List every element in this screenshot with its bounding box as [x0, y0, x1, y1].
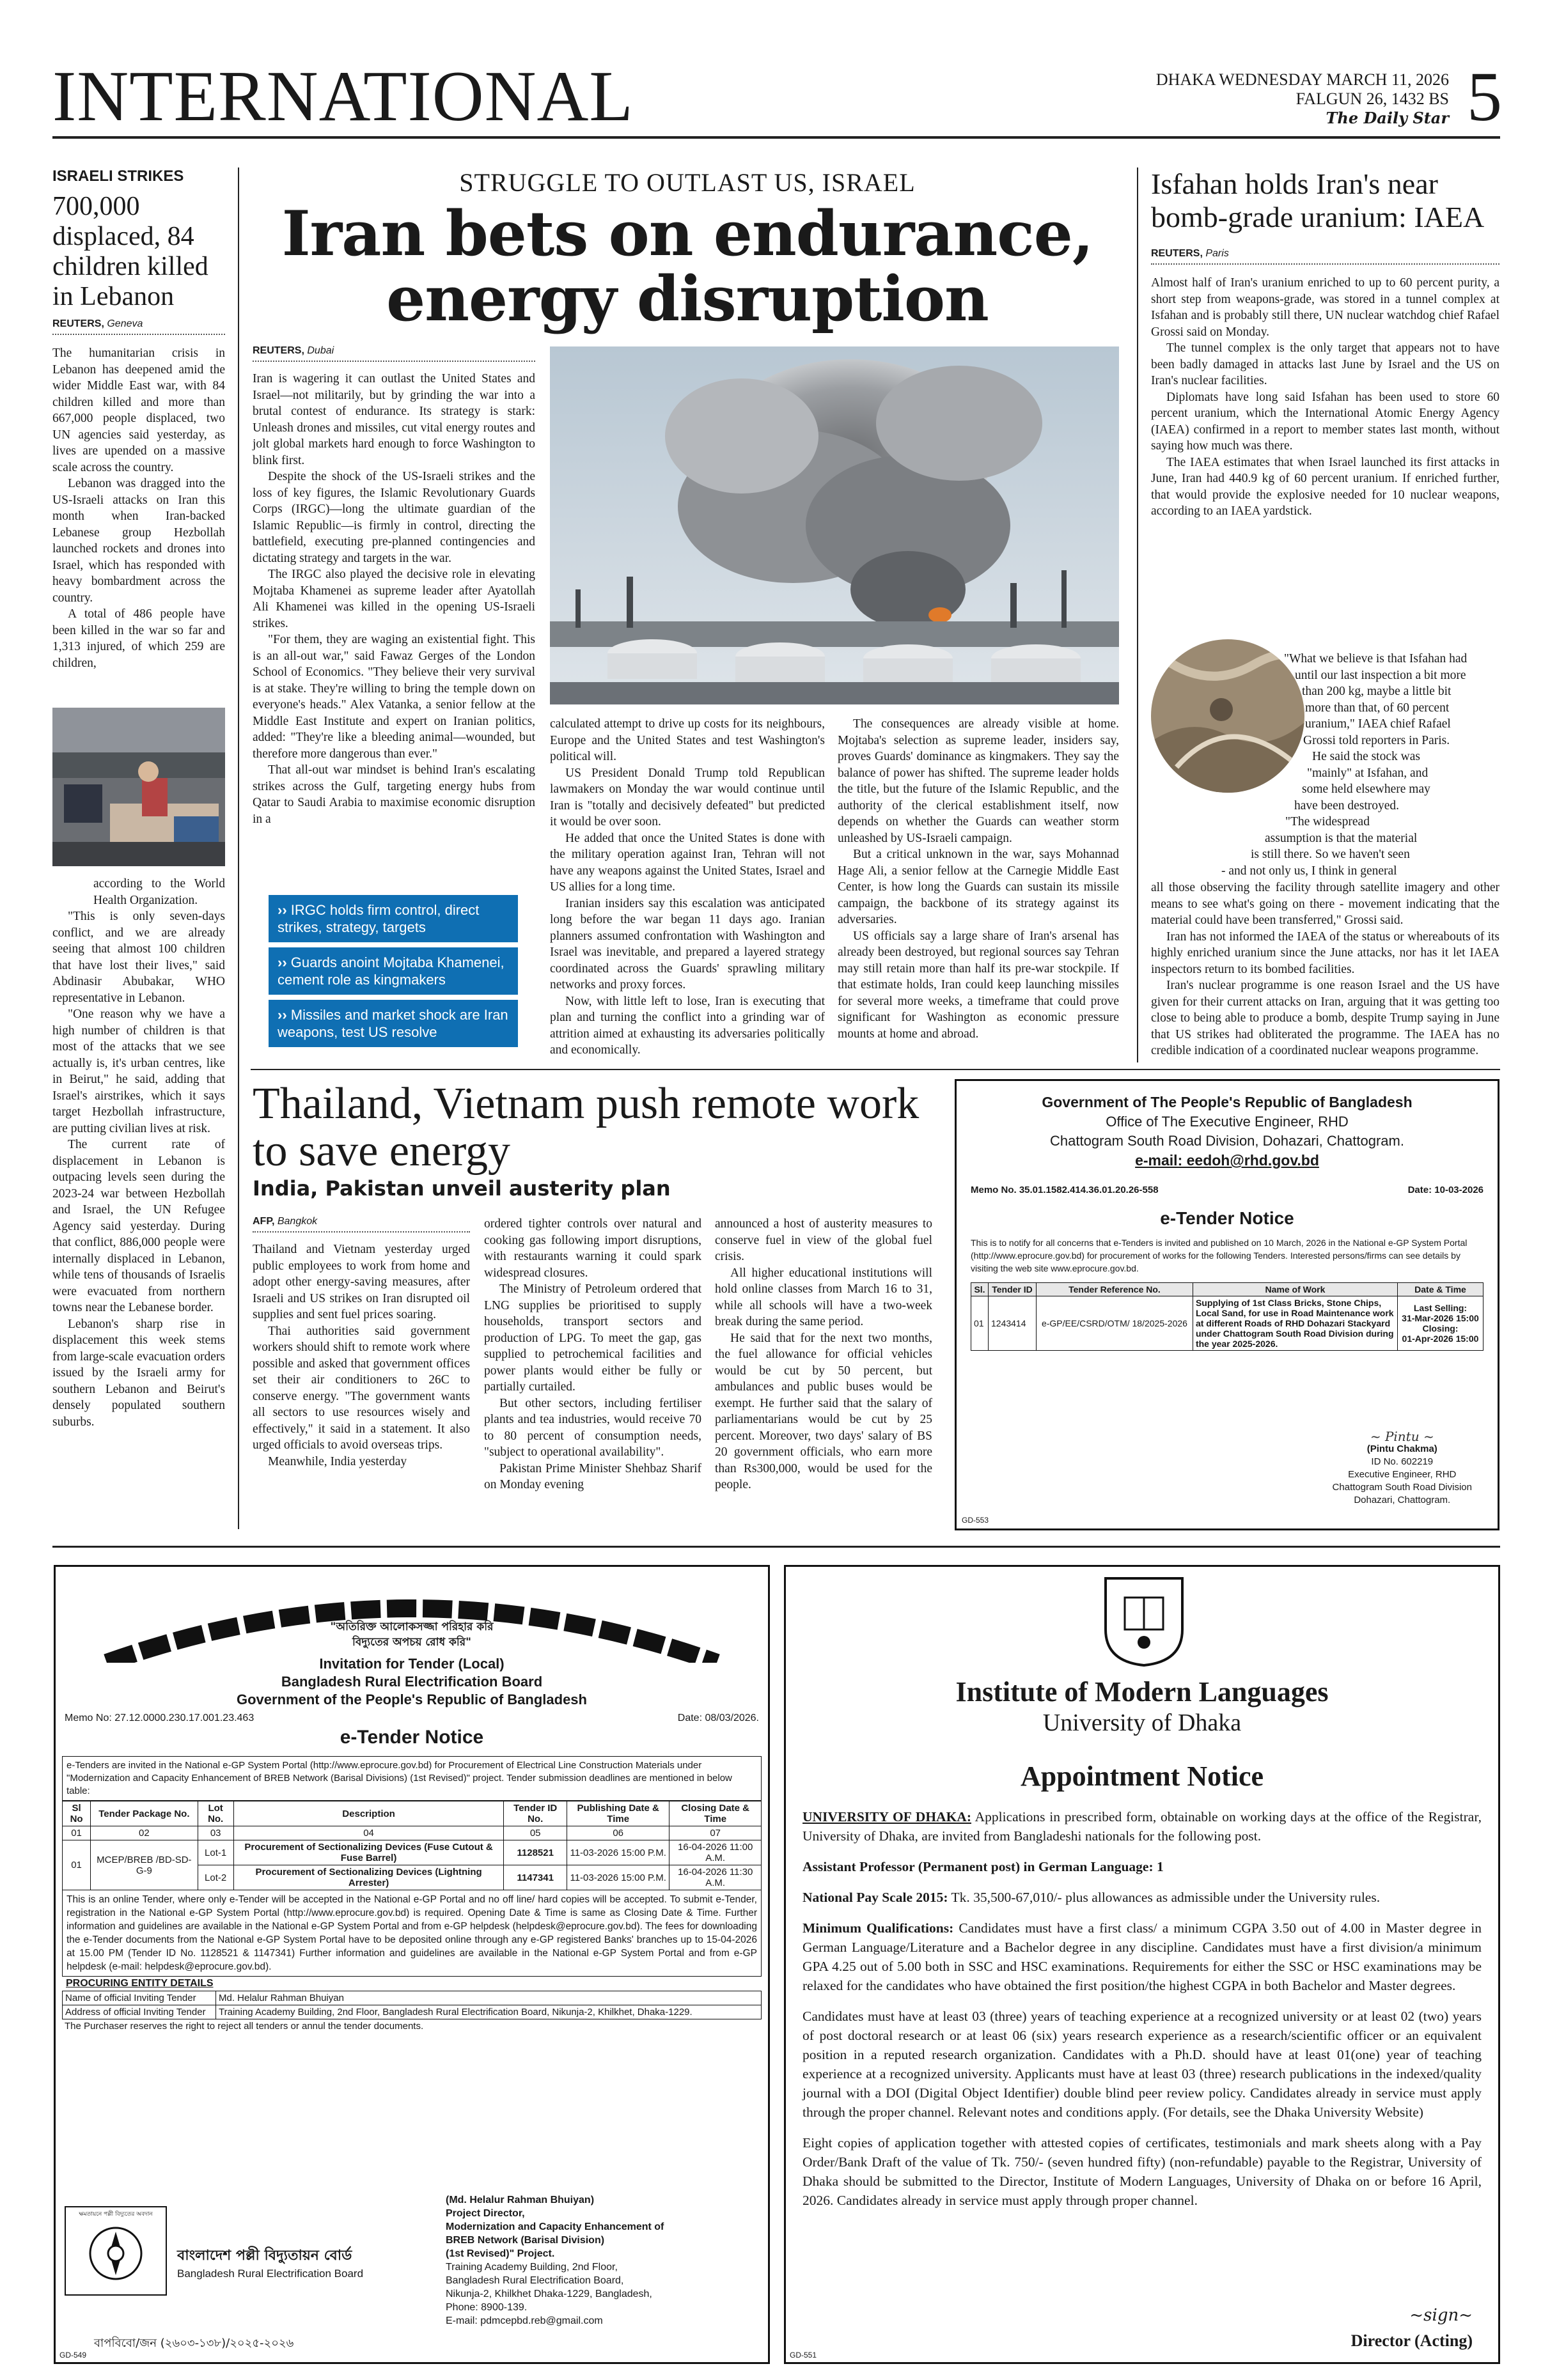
right-body-bottom: all those observing the facility through satellite imagery and other means to see what's going on there - movement indicating that the material could have been transferred," Grossi said. Iran has not informed the IAEA of the status or whereabouts of its highly enriched uranium since the June attacks, nor has it let IAEA inspectors return to its bombed facilities. Iran's nuclear programme is one reason Israel and the US have given for their current attacks on Iran, arguing that it was getting too close to being able to produce a bomb, despite Trump saying in June that US strikes had obliterated the programme. The IAEA has no credible indication of a coordinated nuclear weapons programme.: [1151, 881, 1499, 1057]
byline-rule: [1151, 263, 1499, 265]
lebanon-photo: [52, 708, 225, 866]
highlight-item: ›› Guards anoint Mojtaba Khamenei, cement role as kingmakers: [269, 947, 518, 995]
iml-institute: Institute of Modern Languages: [955, 1676, 1329, 1707]
headline: Isfahan holds Iran's near bomb-grade uranium: IAEA: [1151, 167, 1485, 233]
iml-body: UNIVERSITY OF DHAKA: Applications in prescribed form, obtainable on working days at the office of the Registrar, University of Dhaka, are invited from Bangladeshi nationals for the following post. Assistant Professor (Permanent post) in German Language: 1 National Pay Scale 2015: Tk. 35,500-67,010/- plus allowances as admissible under the University rules. Minimum Qualifications: Candidates must have a first class/ a minimum CGPA 3.50 out of 4.00 in Master degree in German Language/Literature and a Bachelor degree in any discipline. Candidates must have a first division/a minimum GPA 4.25 out of 5.00 both in SSC and HSC examinations. Requirements for either the SSC or HSC examinations may be relaxed for the candidates who have obtained the first position/the highest CGPA in both Bachelor and Master degrees. Candidates must have at least 03 (three) years of teaching experience at a recognized university or at least 02 (two) years of post doctoral research or at least 06 (six) years research experience as a research/scientific officer or an equivalent position in a reputed research organization. Candidates with a Ph.D. should have at least 01(one) year of teaching experience at a recognized university. Applicants must have at least 03 (three) research publications in the indexed/quality journal with a DOI (Digital Object Identifier) double blind peer review policy. Candidates already in service must apply through the proper channel. Relevant notes and conditions apply. (For details, see the Dhaka University Website) Eight copies of application together with attested copies of certificates, testimonials and mark sheets along with a Pay Order/Bank Draft of the value of Tk. 750/- (seven hundred fifty) (non-refundable) payable to the Registrar, University of Dhaka should be submitted to the Director, Institute of Modern Languages, University of Dhaka on or before 16 April, 2026. Candidates already in service must apply through proper channel.: [802, 1809, 1482, 2208]
procuring-table: Name of official Inviting Tender Md. Helalur Rahman Bhuiyan Address of official Inviting Tender Training Academy Building, 2nd Floor, Bangladesh Rural Electrification Board, Nikunja-2, Khilkhet, Dhaka-1229.: [62, 1991, 762, 2019]
breb-title: e-Tender Notice: [340, 1727, 484, 1748]
du-logo: [1099, 1572, 1189, 1668]
iml-title: Appointment Notice: [1020, 1761, 1264, 1792]
left-body-bottom: according to the World Health Organization. "This is only seven-days conflict, and we are already seeing that almost 100 children that have lost their lives," said Abdinasir Abubakar, WHO representative in Lebanon. "One reason why we have a high number of children is that most of the attacks that we see actually is, it's urban centres, like in Beirut," he said, adding that Israel's airstrikes, which it says target Hezbollah infrastructure, are putting civilian lives at risk. The current rate of displacement in Lebanon is outpacing levels seen during the 2023-24 war between Hezbollah and Israel, the UN Refugee Agency said yesterday. During that conflict, 886,000 people were internally displaced in Lebanon, while tens of thousands of Israelis were evacuated from northern towns near the Lebanese border. Lebanon's sharp rise in displacement this week stems from large-scale evacuation orders issued by the Israeli army for southern Lebanon and Beirut's densely populated southern suburbs.: [52, 877, 225, 1429]
thai-col3: announced a host of austerity measures to conserve fuel in view of the global fuel crisis. All higher educational institutions will hold online classes from March 16 to 31, while all schools will have a two-week break during the same period. He said that for the next two months, the fuel allowance for official vehicles would be cut by 50 percent, but ambulances and public buses would be exempt. He further said that the salary of parliamentarians would be cut by 25 percent. Moreover, two days' salary of BS 20 government officials, who earn more than Rs300,000, would be used for the people.: [715, 1217, 932, 1491]
breb-table: Sl No Tender Package No. Lot No. Description Tender ID No. Publishing Date & Time Closing Date & Time 01 02 03 04 05 06 07 01 MCEP/BREB /BD-SD-G-9 Lot-1 Procurement of Sectionalizing Devices (Fuse Cutout & Fuse Barrel) 1128521 11-03-2026 15:00 P.M. 16-04-2026 11:00 A.M. Lot-2 Procurement of Sectionalizing Devices (Lightning Arrester) 1147341 11-03-2026 15:00 P.M. 16-04-2026 11:30 A.M.: [62, 1801, 762, 1890]
main-headline: Iran bets on endurance, energy disruption: [281, 198, 1093, 335]
main-col2: calculated attempt to drive up costs for its neighbours, Europe and the United States and test Washington's political will. US President Donald Trump told Republican lawmakers on Monday the war would continue until Iran is "totally and decisively defeated" but predicted it would be over soon. He added that once the United States is done with the military operation against Iran, Tehran will not have any weapons against the United States, Israel and US allies for a long time. Iranian insiders say this escalation was anticipated long before the war began 11 days ago. Iranian planners assumed confrontation with Washington and Israel was inevitable, and prepared a layered strategy coordinated across the Guards' sprawling military networks and proxy forces. Now, with little left to lose, Iran is executing that plan and turning the conflict into a grinding war of attrition aimed at exhausting its adversaries politically and economically.: [550, 717, 825, 1057]
byline-rule: [52, 334, 225, 335]
rhd-division: Chattogram South Road Division, Dohazari, Chattogram.: [1050, 1133, 1404, 1149]
rhd-email: e-mail: eedoh@rhd.gov.bd: [1135, 1152, 1319, 1169]
left-story: [52, 167, 225, 671]
rhd-intro: This is to notify for all concerns that e-Tenders is invited and published on 10 March, 2026 in the National e-GP System Portal (http://www.eprocure.gov.bd) for procurement of works for the following Tenders. Interested persons/firms can see details by visiting the web site www.eprocure.gov.bd.: [971, 1238, 1468, 1273]
breb-body: e-Tenders are invited in the National e-GP System Portal (http://www.eprocure.gov.bd) for Procurement of Electrical Line Construction Materials under "Modernization and Capacity Enhancement of BREB Network (Barisal Divisions) (1st Revised)" project. Tender submission deadlines are mentioned in below table: Sl No Tender Package No. Lot No. Description Tender ID No. Publishing Date & Time Closing Date & Time 01 02 03 04 05 06 07 01 MCEP/BREB /BD-SD-G-9 Lot-1 Procurement of Sectionalizing Devices (Fuse Cutout & Fuse Barrel) 1128521 11-03-2026 15:00 P.M. 16-04-2026 11:00 A.M. Lot-2 Procurement of Sectionalizing Devices (Lightning Arrester) 1147341 11-03-2026 15:00 P.M. 16-04-2026 11:30 A.M. This is an online Tender, where only e-Tender will be accepted in the National e-GP Portal and no off line/ hard copies will be accepted. To submit e-Tender, registration in the National e-GP System Portal (http://www.eprocure.gov.bd) is required. Opening Date & Time is same as Closing Date & Time. Further information and guidelines are available in the National e-GP System Portal and from e-GP helpdesk (helpdesk@eprocure.gov.bd). The fees for downloading the e-Tender documents from the National e-GP System Portal have to be deposited online through any e-GP registered Banks' branches up to 15-04-2026 at 15.00 PM (Tender ID No. 1128521 & 1147341) Further information and guidelines are available in the National e-GP System Portal and from e-GP helpdesk (e-mail: helpdesk@eprocure.gov.bd). PROCURING ENTITY DETAILS Name of official Inviting Tender Md. Helalur Rahman Bhuiyan Address of official Inviting Tender Training Academy Building, 2nd Floor, Bangladesh Rural Electrification Board, Nikunja-2, Khilkhet, Dhaka-1229. The Purchaser reserves the right to reject all tenders or annul the tender documents.: [62, 1756, 762, 2033]
breb-tender-ad: [54, 1565, 770, 2364]
breb-ref: বাপবিবো/জন (২৬০৩-১৩৮)/২০২৫-২০২৬: [94, 2337, 294, 2350]
right-wrap-text: "What we believe is that Isfahan had until our last inspection a bit more than 200 kg, maybe a little bit more than that, of 60 percent uranium," IAEA chief Rafael Grossi told reporters in Paris. He said the stock was "mainly" at Isfahan, and some held elsewhere may have been destroyed. "The widespread assumption is that the material is still there. So we haven't seen - and not only us, I think in general: [1221, 652, 1468, 878]
right-column-rule: [1137, 167, 1138, 1062]
breb-name-bn: বাংলাদেশ পল্লী বিদ্যুতায়ন বোর্ড: [177, 2248, 352, 2264]
ads-rule: [52, 1546, 1500, 1548]
thai-col1: AFP, Bangkok Thailand and Vietnam yesterday urged public employees to work from home and adopt other energy-saving measures, after Israeli and US strikes on Iran disrupted oil supplies and sent fuel prices soaring. Thai authorities said government workers should shift to remote work where possible and asked that government offices set their air conditioners to 26C to conserve energy. "The government wants all sectors to use resources wisely and effectively," it said in a statement. It also urged officials to avoid overseas trips. Meanwhile, India yesterday: [253, 1216, 470, 1468]
breb-logo: ক্ষমতায়নে পল্লী বিদ্যুতের অবদান: [65, 2206, 167, 2296]
rhd-memo-row: Memo No. 35.01.1582.414.36.01.20.26-558 Date: 10-03-2026: [971, 1185, 1483, 1195]
ad-code: GD-553: [962, 1516, 989, 1525]
iml-appointment-ad: [784, 1565, 1500, 2364]
breb-slogan: "অতিরিক্ত আলোকসজ্জা পরিহার করি বিদ্যুতের অপচয় রোধ করি": [330, 1621, 494, 1649]
headline: 700,000 displaced, 84 children killed in Lebanon: [52, 192, 208, 311]
ad-code: GD-549: [59, 2351, 87, 2360]
section-title: INTERNATIONAL: [52, 57, 634, 136]
breb-name-en: Bangladesh Rural Electrification Board: [177, 2267, 364, 2280]
rhd-signature: ~ Pintu ~ (Pintu Chakma) ID No. 602219 Executive Engineer, RHD Chattogram South Road Division Dohazari, Chattogram.: [1332, 1429, 1472, 1505]
right-story: Isfahan holds Iran's near bomb-grade uranium: IAEA REUTERS, Paris Almost half of Iran's uranium enriched to up to 60 percent purity, a short step from weapons-grade, was stored in a tunnel complex at Isfahan and is probably still there, UN nuclear watchdog chief Rafael Grossi said on Monday. The tunnel complex is the only target that appears not to have been badly damaged in attacks last June by Israel and the US on Iran's nuclear facilities. Diplomats have long said Isfahan has been used to store 60 percent uranium, which the International Atomic Energy Agency (IAEA) confirmed in a report to member states last month, without saying how much was there. The IAEA estimates that when Israel launched its first attacks in June, Iran had 440.9 kg of 60 percent uranium. If enriched further, that would provide the explosive needed for 10 nuclear weapons, according to an IAEA yardstick.: [1151, 167, 1499, 518]
highlight-item: ›› IRGC holds firm control, direct strikes, strategy, targets: [269, 895, 518, 942]
paper-logo: The Daily Star: [1326, 109, 1449, 127]
procuring-title: PROCURING ENTITY DETAILS: [66, 1978, 214, 1989]
rhd-gov: Government of The People's Republic of Bangladesh: [1042, 1094, 1413, 1110]
left-body-top: The humanitarian crisis in Lebanon has deepened amid the wider Middle East war, with 84 children killed and more than 667,000 people displaced, two UN agencies said yesterday, as lives are upended on a massive scale across the country. Lebanon was dragged into the US-Israeli attacks on Iran this month when Iran-backed Lebanese group Hezbollah launched rockets and drones into Israel, which has responded with heavy bombardment across the country. A total of 486 people have been killed in the war so far and 1,313 injured, of which 259 are children,: [52, 346, 225, 670]
left-column-rule: [238, 167, 239, 1529]
iml-signature-mark: ~sign~: [1409, 2306, 1473, 2325]
section-rule: [251, 1069, 1500, 1070]
highlights-box: [269, 895, 518, 1047]
byline-rule: [253, 361, 535, 362]
thai-subhead: India, Pakistan unveil austerity plan: [253, 1176, 671, 1201]
iml-university: University of Dhaka: [1042, 1709, 1242, 1736]
main-col1: REUTERS, Dubai Iran is wagering it can outlast the United States and Israel—not militarily, but by grinding the war into a brutal contest of endurance. Its strategy is stark: Unleash drones and missiles, cut vital energy routes and jolt global markets hard enough to force Washington to blink first. Despite the shock of the US-Israeli strikes and the loss of key figures, the Islamic Revolutionary Guards Corps (IRGC)—long the ultimate guardian of the Islamic Republic—is firmly in control, directing the battlefield, executing pre-planned contingencies and dictating strategy and targets in the war. The IRGC also played the decisive role in elevating Mojtaba Khamenei as supreme leader after Ayatollah Ali Khamenei was killed in the opening US-Israeli strikes. "For them, they are waging an existential fight. This is an all-out war," said Fawaz Gerges of the London School of Economics. "They believe their very survival is at stake. They're willing to bring the temple down on everyone's heads." Alex Vatanka, a senior fellow at the Middle East Institute and expert on Iranian politics, added: "They're like a bleeding animal—wounded, but therefore more dangerous than ever." That all-out war mindset is behind Iran's escalating strikes across the Gulf, targeting energy hubs from Qatar to Saudi Arabia to maximise economic disruption in a: [253, 345, 535, 826]
byline: REUTERS, Paris: [1151, 248, 1229, 259]
bangla-date: FALGUN 26, 1432 BS: [1296, 89, 1449, 108]
thai-headline: Thailand, Vietnam push remote work to save energy: [253, 1079, 920, 1176]
breb-reserve: The Purchaser reserves the right to reject all tenders or annul the tender documents.: [65, 2021, 424, 2032]
breb-memo-row: Memo No: 27.12.0000.230.17.001.23.463 Date: 08/03/2026.: [65, 1713, 759, 1723]
breb-signature: (Md. Helalur Rahman Bhuiyan) Project Director, Modernization and Capacity Enhancement of BREB Network (Barisal Division) (1st Revised)" Project. Training Academy Building, 2nd Floor, Bangladesh Rural Electrification Board, Nikunja-2, Khilkhet Dhaka-1229, Bangladesh, Phone: 8900-139. E-mail: pdmcepbd.reb@gmail.com: [446, 2195, 664, 2326]
breb-titles: Invitation for Tender (Local) Bangladesh Rural Electrification Board Government of the People's Republic of Bangladesh: [237, 1656, 587, 1707]
main-kicker: STRUGGLE TO OUTLAST US, ISRAEL: [459, 168, 916, 197]
main-col3: The consequences are already visible at home. Mojtaba's selection as supreme leader, insiders say, proves Guards' dominance as kingmakers. They say the balance of power has shifted. The supreme leader holds the title, but the future of the Islamic Republic, and the authority of the clerical establishment itself, now depends on whether the Guards can weather storm unleashed by US-Israeli campaign. But a critical unknown in the war, says Mohannad Hage Ali, a senior fellow at the Carnegie Middle East Center, is how long the Guards can sustain its missile campaign, the backbone of its strategy against its adversaries. US officials say a large share of Iran's arsenal has already been destroyed, but regional sources say Tehran may still retain more than half its pre-war stockpile. If that estimate holds, Iran could keep launching missiles for several more weeks, a timeframe that could prove significant for Washington as economic pressure mounts at home and abroad.: [838, 717, 1119, 1041]
highlight-item: ›› Missiles and market shock are Iran weapons, test US resolve: [269, 1000, 518, 1047]
page-number: 5: [1467, 58, 1502, 136]
thai-col2: ordered tighter controls over natural and cooking gas following import disruptions, with restaurants warning it could spark widespread closures. The Ministry of Petroleum ordered that LNG supplies be prioritised to supply households, transport sectors and production of LPG. To meet the gap, gas supplied to petrochemical facilities and power plants would either be fully or partially curtailed. But other sectors, including fertiliser plants and tea industries, would receive 70 to 80 percent of consumption needs, "subject to operational availability". Pakistan Prime Minister Shehbaz Sharif on Monday evening: [484, 1217, 701, 1491]
rhd-title: e-Tender Notice: [1160, 1208, 1294, 1228]
byline: AFP, Bangkok: [253, 1216, 318, 1227]
byline-rule: [253, 1231, 470, 1233]
masthead-rule: [52, 136, 1500, 139]
breb-conditions: This is an online Tender, where only e-Tender will be accepted in the National e-GP Portal and no off line/ hard copies will be accepted. To submit e-Tender, registration in the National e-GP System Portal (http://www.eprocure.gov.bd) is required. Opening Date & Time is same as Closing Date & Time. Further information and guidelines are available in the National e-GP System Portal and from e-GP helpdesk (helpdesk@eprocure.gov.bd). The fees for downloading the e-Tender documents from the National e-GP System Portal have to be deposited online through any e-GP registered Banks' branches up to 15-04-2026 at 15.00 PM (Tender ID No. 1128521 & 1147341) Further information and guidelines are available in the National e-GP System Portal and from e-GP helpdesk (e-mail: helpdesk@eprocure.gov.bd).: [62, 1890, 762, 1977]
rhd-tender-ad: [955, 1079, 1499, 1530]
kicker: ISRAELI STRIKES: [52, 167, 184, 185]
ad-code: GD-551: [790, 2351, 817, 2360]
rhd-office: Office of The Executive Engineer, RHD: [1106, 1114, 1349, 1130]
byline: REUTERS, Dubai: [253, 345, 334, 356]
refinery-photo: [550, 346, 1119, 704]
dateline: DHAKA WEDNESDAY MARCH 11, 2026: [1155, 70, 1449, 89]
rhd-table: Sl. Tender ID Tender Reference No. Name of Work Date & Time 01 1243414 e-GP/EE/CSRD/OTM/ 18/2025-2026 Supplying of 1st Class Bricks, Stone Chips, Local Sand, for use in Road Maintenance work at different Roads of RHD Dohazari Stackyard under Chattogram South Road Division during the year 2025-2026. Last Selling: 31-Mar-2026 15:00 Closing: 01-Apr-2026 15:00: [971, 1282, 1483, 1351]
iml-sign-title: Director (Acting): [1350, 2331, 1473, 2350]
byline: REUTERS, Geneva: [52, 318, 143, 329]
